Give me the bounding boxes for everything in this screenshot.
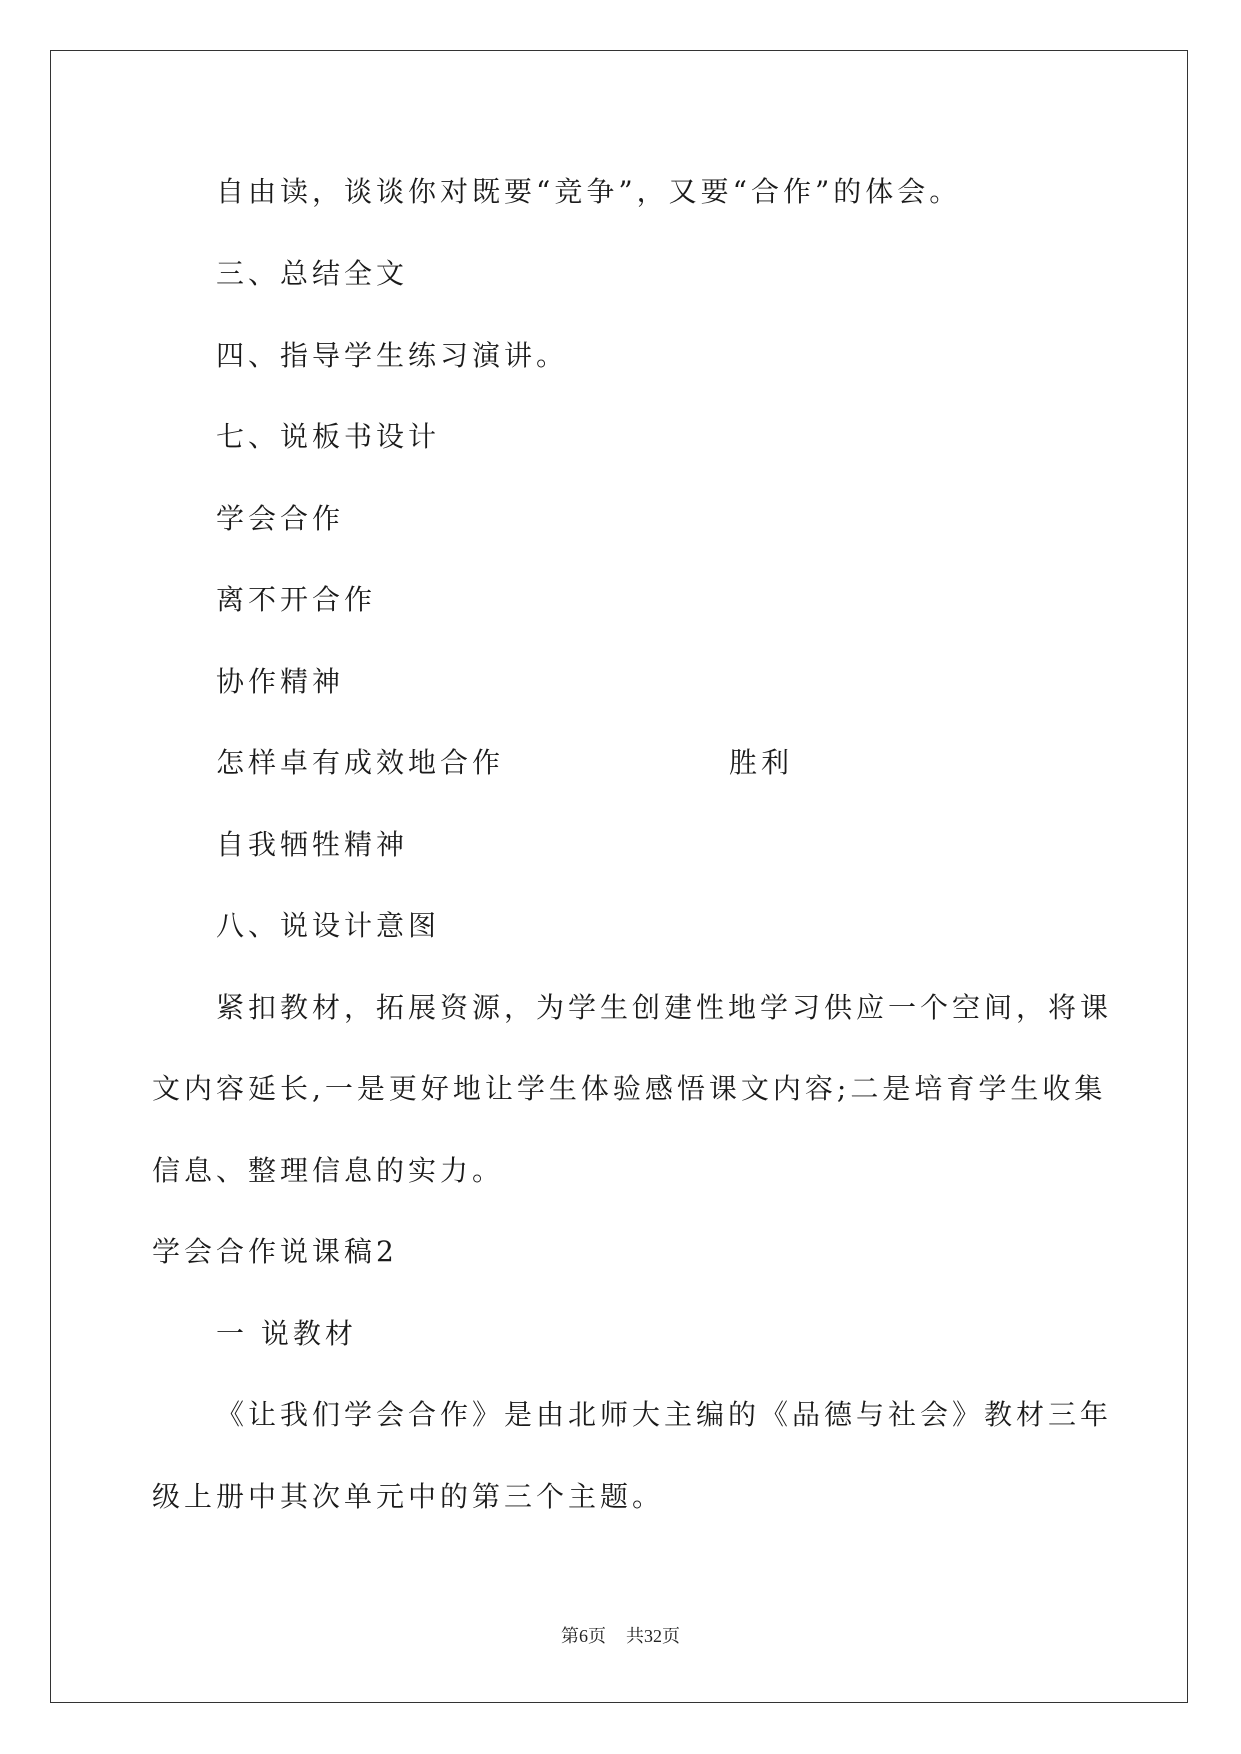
board-item-need-cooperate: 离不开合作 [216, 583, 377, 616]
board-item-self-sacrifice: 自我牺牲精神 [216, 828, 409, 861]
board-item-learn-cooperate: 学会合作 [216, 502, 345, 535]
heading-summary: 三、总结全文 [216, 257, 409, 290]
page-frame [50, 50, 1188, 1703]
paragraph-intent-line3: 信息、整理信息的实力。 [152, 1154, 505, 1187]
heading-design-intent: 八、说设计意图 [216, 909, 441, 942]
paragraph-textbook-line2: 级上册中其次单元中的第三个主题。 [152, 1480, 665, 1513]
page-number: 第6页 [561, 1626, 606, 1646]
heading-textbook: 一 说教材 [216, 1317, 357, 1350]
board-item-victory: 胜利 [729, 746, 794, 779]
section-title-draft2: 学会合作说课稿2 [152, 1235, 398, 1268]
paragraph-free-reading: 自由读，谈谈你对既要“竞争”，又要“合作”的体会。 [216, 175, 962, 208]
page-total: 共32页 [626, 1626, 680, 1646]
paragraph-intent-line2: 文内容延长,一是更好地让学生体验感悟课文内容;二是培育学生收集 [152, 1072, 1107, 1105]
heading-speech-practice: 四、指导学生练习演讲。 [216, 339, 569, 372]
page-footer [0, 1624, 1241, 1648]
board-item-teamwork: 协作精神 [216, 665, 345, 698]
paragraph-intent-line1: 紧扣教材，拓展资源，为学生创建性地学习供应一个空间，将课 [216, 991, 1113, 1024]
heading-board-design: 七、说板书设计 [216, 420, 441, 453]
board-item-effective-cooperate: 怎样卓有成效地合作 [216, 746, 505, 779]
paragraph-textbook-line1: 《让我们学会合作》是由北师大主编的《品德与社会》教材三年 [216, 1398, 1113, 1431]
